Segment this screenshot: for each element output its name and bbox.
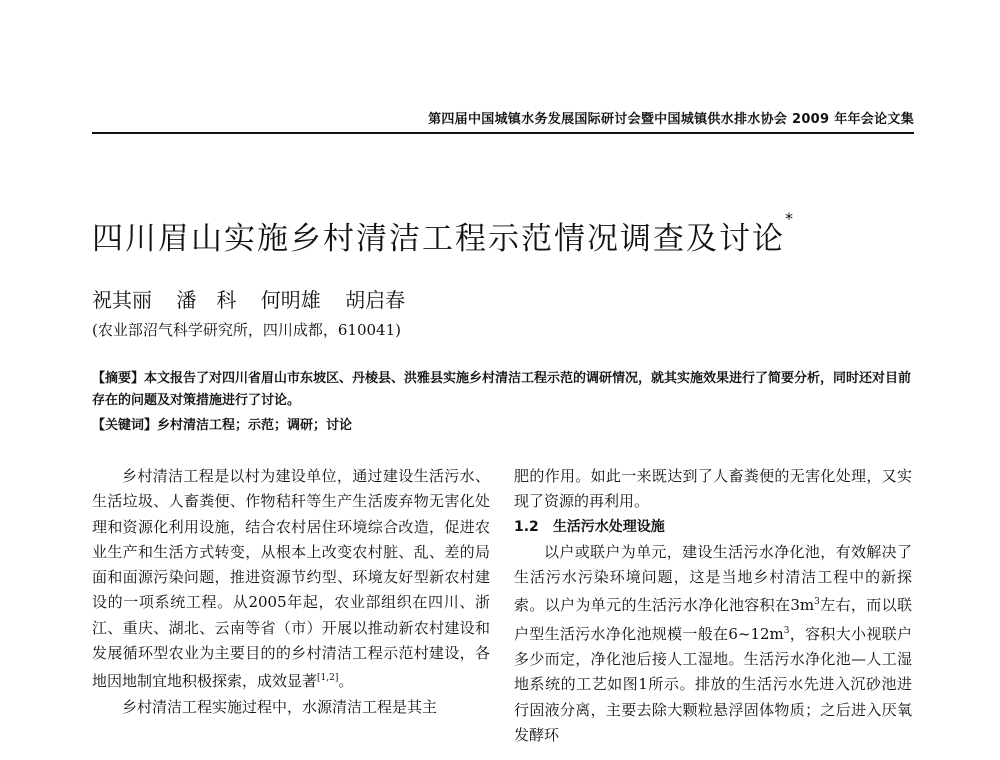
keywords-text: 乡村清洁工程；示范；调研；讨论 [157, 418, 353, 433]
paragraph-text: ，容积大小视联户多少而定，净化池后接人工湿地。生活污水净化池—人工湿地系统的工艺如图1所示。排放的生活污水先进入沉砂池进行固液分离，主要去除大颗粒悬浮固体物质；之后进入厌氧发酵环 [514, 624, 912, 744]
author: 何明雄 [260, 288, 321, 312]
author: 潘 科 [176, 288, 237, 312]
running-header: 第四届中国城镇水务发展国际研讨会暨中国城镇供水排水协会 2009 年年会论文集 [428, 112, 914, 127]
paper-title [92, 209, 795, 258]
citation: [1,2] [317, 673, 339, 684]
paragraph: 肥的作用。如此一来既达到了人畜粪便的无害化处理，又实现了资源的再利用。 [514, 467, 912, 511]
affiliation: (农业部沼气科学研究所，四川成都，610041) [92, 321, 401, 339]
section-heading [514, 515, 912, 540]
paragraph [514, 540, 912, 748]
paragraph-end: 。 [338, 672, 354, 691]
body-column-right [514, 464, 912, 748]
superscript: 3 [814, 597, 820, 608]
keywords-label: 【关键词】 [92, 418, 158, 433]
paragraph-text: 以户或联户为单元，建设生活污水净化池，有效解决了生活污水污染环境问题，这是当地乡村清洁工程中的新探索。以户为单元的生活污水净化池容积在3m [514, 542, 912, 615]
abstract-text: 本文报告了对四川省眉山市东坡区、丹棱县、洪雅县实施乡村清洁工程示范的调研情况，就其实施效果进行了简要分析，同时还对目前存在的问题及对策措施进行了讨论。 [92, 371, 912, 408]
abstract [92, 368, 912, 412]
paragraph-text: 乡村清洁工程是以村为建设单位，通过建设生活污水、生活垃圾、人畜粪便、作物秸秆等生产生活废弃物无害化处理和资源化利用设施，结合农村居住环境综合改造，促进农业生产和生活方式转变，从根本上改变农村脏、乱、差的局面和面源污染问题，推进资源节约型、环境友好型新农村建设的一项系统工程。从2005年起，农业部组织在四川、浙江、重庆、湖北、云南等省（市）开展以推动新农村建设和发展循环型农业为主要目的的乡村清洁工程示范村建设，各地因地制宜地积极探索，成效显著 [92, 467, 490, 691]
superscript: 3 [783, 625, 790, 636]
paragraph [92, 464, 490, 695]
abstract-label: 【摘要】 [92, 371, 145, 386]
header-rule [92, 132, 914, 134]
paragraph-text: 左右，而以联户型生活污水净化池规模一般在6~12m [514, 596, 912, 643]
title-footnote-mark: * [785, 209, 795, 228]
author: 祝其丽 [92, 288, 152, 312]
section-number: 1.2 [514, 518, 539, 535]
body-column-left [92, 464, 490, 720]
paper-title-text: 四川眉山实施乡村清洁工程示范情况调查及讨论 [92, 221, 785, 257]
section-title: 生活污水处理设施 [552, 518, 665, 535]
paragraph: 乡村清洁工程实施过程中，水源清洁工程是其主 [122, 697, 438, 716]
keywords [92, 414, 352, 433]
author-list [92, 284, 423, 313]
author: 胡启春 [345, 288, 406, 312]
